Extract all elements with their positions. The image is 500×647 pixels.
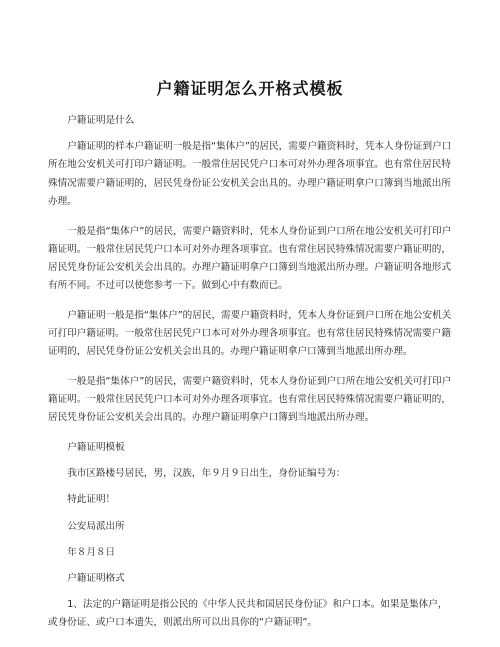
paragraph-heading-template: 户籍证明模板 bbox=[67, 442, 125, 454]
template-line-station: 公安局派出所 bbox=[67, 520, 125, 532]
paragraph: 1、法定的户籍证明是指公民的《中华人民共和国居民身份证》和户口本。如果是集体户，或身份证、或户口本遗失，则派出所可以出具你的“户籍证明”。 bbox=[48, 599, 448, 629]
paragraph: 一般是指“集体户”的居民，需要户籍资料时，凭本人身份证到户口所在地公安机关可打印户籍证明。一般常住居民凭户口本可对外办理各项事宜。也有常住居民特殊情况需要户籍证明的，居民凭身份证公安机关会出具的。办理户籍证明拿户口簿到当地派出所办理。户籍证明各地形式有所不同。不过可以使您参考一下。做到心中有数而已。 bbox=[48, 225, 452, 292]
paragraph-heading-format: 户籍证明格式 bbox=[67, 573, 125, 585]
document-title: 户籍证明怎么开格式模板 bbox=[156, 79, 344, 98]
template-line-certify: 特此证明！ bbox=[67, 494, 116, 506]
paragraph: 户籍证明一般是指“集体户”的居民，需要户籍资料时，凭本人身份证到户口所在地公安机关可打印户籍证明。一般常住居民凭户口本可对外办理各项事宜。也有常住居民特殊情况需要户籍证明的，居民凭身份证公安机关会出具的。办理户籍证明拿户口簿到当地派出所办理。 bbox=[48, 309, 452, 358]
paragraph-heading-what-is: 户籍证明是什么 bbox=[67, 115, 135, 126]
document-body bbox=[48, 112, 452, 644]
template-line-resident: 我市区路楼号居民，男，汉族，年９月９日出生，身份证编号为： bbox=[67, 468, 346, 480]
paragraph: 户籍证明的样本户籍证明一般是指“集体户”的居民，需要户籍资料时，凭本人身份证到户口所在地公安机关可打印户籍证明。一般常住居民凭户口本可对外办理各项事宜。也有常住居民特殊情况需要户籍证明的，居民凭身份证公安机关会出具的。办理户籍证明拿户口簿到当地派出所办理。 bbox=[48, 141, 452, 207]
paragraph: 一般是指“集体户”的居民，需要户籍资料时，凭本人身份证到户口所在地公安机关可打印户籍证明。一般常住居民凭户口本可对外办理各项事宜。也有常住居民特殊情况需要户籍证明的，居民凭身份证公安机关会出具的。办理户籍证明拿户口簿到当地派出所办理。 bbox=[48, 375, 452, 424]
template-line-date: 年８月８日 bbox=[67, 546, 116, 558]
